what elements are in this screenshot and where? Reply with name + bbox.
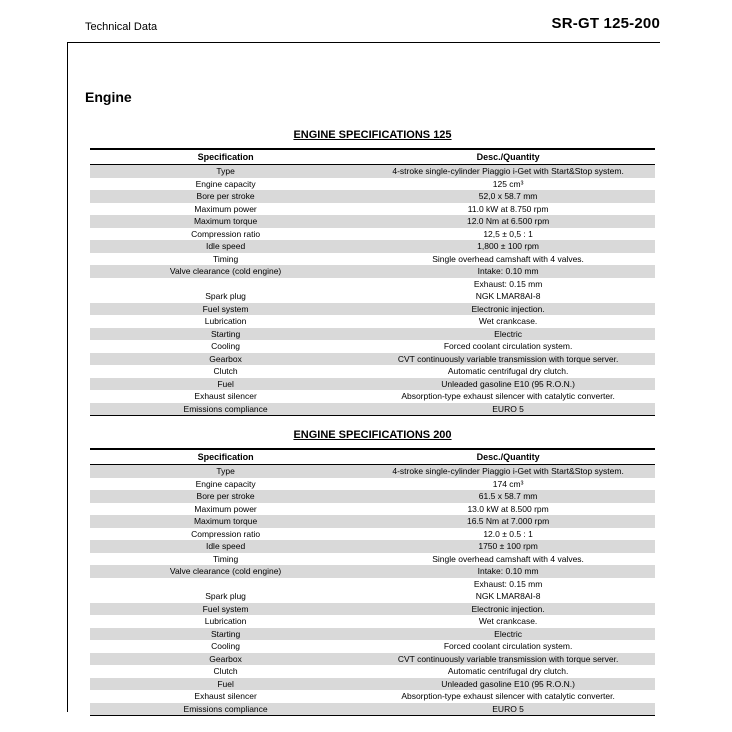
table-row — [90, 465, 655, 478]
desc-cell: NGK LMAR8AI-8 — [475, 291, 541, 302]
spec-cell: Spark plug — [205, 591, 246, 602]
table-row — [90, 403, 655, 416]
spec-cell: Lubrication — [204, 316, 247, 327]
spec-cell: Engine capacity — [195, 478, 256, 489]
desc-cell: Unleaded gasoline E10 (95 R.O.N.) — [361, 378, 655, 391]
spec-cell: Emissions compliance — [90, 403, 361, 416]
table-row — [90, 528, 655, 541]
table-row — [90, 353, 655, 366]
spec-cell: Exhaust silencer — [194, 691, 257, 702]
table-row — [90, 290, 655, 303]
spec-cell: Maximum torque — [90, 515, 361, 528]
spec-cell: Gearbox — [90, 353, 361, 366]
table-row — [90, 553, 655, 566]
spec-cell: Valve clearance (cold engine) — [90, 565, 361, 578]
table-row — [90, 278, 655, 291]
spec-cell: Valve clearance (cold engine) — [90, 265, 361, 278]
desc-cell: Electronic injection. — [361, 303, 655, 316]
spec-cell: Compression ratio — [191, 528, 261, 539]
spec-cell — [90, 278, 361, 291]
spec-cell: Engine capacity — [195, 178, 256, 189]
desc-cell: 1750 ± 100 rpm — [361, 540, 655, 553]
spec-cell: Starting — [90, 328, 361, 341]
table-row — [90, 615, 655, 628]
desc-cell: Exhaust: 0.15 mm — [473, 278, 543, 289]
desc-cell: Absorption-type exhaust silencer with catalytic converter. — [401, 691, 615, 702]
desc-cell: Electric — [361, 328, 655, 341]
column-header-specification: Specification — [90, 149, 361, 165]
table-row — [90, 490, 655, 503]
desc-cell: Forced coolant circulation system. — [443, 641, 573, 652]
desc-cell: NGK LMAR8AI-8 — [475, 591, 541, 602]
table-title-200: ENGINE SPECIFICATIONS 200 — [293, 429, 452, 441]
desc-cell: EURO 5 — [361, 703, 655, 716]
desc-cell: CVT continuously variable transmission with torque server. — [361, 353, 655, 366]
desc-cell: Intake: 0.10 mm — [361, 265, 655, 278]
column-header-specification: Specification — [90, 449, 361, 465]
spec-cell: Spark plug — [205, 291, 246, 302]
table-row — [90, 165, 655, 178]
spec-cell: Idle speed — [90, 240, 361, 253]
engine-specs-200-table — [90, 448, 655, 716]
table-row — [90, 540, 655, 553]
spec-cell: Maximum torque — [90, 215, 361, 228]
column-header-desc-quantity: Desc./Quantity — [361, 149, 655, 165]
table-row — [90, 215, 655, 228]
spec-cell: Idle speed — [90, 540, 361, 553]
table-row — [90, 503, 655, 516]
table-row — [90, 703, 655, 716]
table-title-125: ENGINE SPECIFICATIONS 125 — [293, 129, 452, 141]
desc-cell: Automatic centrifugal dry clutch. — [447, 666, 569, 677]
spec-cell: Gearbox — [90, 653, 361, 666]
table-row — [90, 303, 655, 316]
desc-cell: Single overhead camshaft with 4 valves. — [432, 553, 584, 564]
section-heading: Engine — [85, 89, 132, 105]
page-header-model: SR-GT 125-200 — [551, 15, 660, 32]
spec-cell: Fuel — [90, 678, 361, 691]
table-row — [90, 265, 655, 278]
spec-cell: Maximum power — [194, 203, 257, 214]
left-margin-rule — [67, 42, 68, 712]
table-row — [90, 628, 655, 641]
table-row — [90, 240, 655, 253]
table-row — [90, 653, 655, 666]
desc-cell: Exhaust: 0.15 mm — [473, 578, 543, 589]
table-row — [90, 190, 655, 203]
table-row — [90, 203, 655, 216]
desc-cell: EURO 5 — [361, 403, 655, 416]
desc-cell: 125 cm³ — [492, 178, 524, 189]
desc-cell: 12,5 ± 0,5 : 1 — [483, 228, 533, 239]
table-row — [90, 478, 655, 491]
header-rule — [67, 42, 660, 43]
desc-cell: 13.0 kW at 8.500 rpm — [467, 503, 549, 514]
desc-cell: Intake: 0.10 mm — [361, 565, 655, 578]
spec-cell: Clutch — [213, 666, 238, 677]
spec-cell: Type — [90, 465, 361, 478]
table-row — [90, 590, 655, 603]
table-row — [90, 678, 655, 691]
spec-cell: Cooling — [211, 641, 240, 652]
spec-cell: Cooling — [211, 341, 240, 352]
table-row — [90, 390, 655, 403]
table-body — [90, 165, 655, 416]
spec-cell — [90, 578, 361, 591]
table-row — [90, 515, 655, 528]
desc-cell: Absorption-type exhaust silencer with catalytic converter. — [401, 391, 615, 402]
desc-cell: 12.0 ± 0.5 : 1 — [483, 528, 533, 539]
desc-cell: 174 cm³ — [492, 478, 524, 489]
spec-cell: Timing — [212, 253, 239, 264]
table-row — [90, 178, 655, 191]
page-header-left: Technical Data — [85, 21, 158, 33]
desc-cell: Unleaded gasoline E10 (95 R.O.N.) — [361, 678, 655, 691]
desc-cell: Wet crankcase. — [478, 316, 538, 327]
table-header-row — [90, 149, 655, 165]
table-row — [90, 253, 655, 266]
desc-cell: 11.0 kW at 8.750 rpm — [467, 203, 549, 214]
column-header-desc-quantity: Desc./Quantity — [361, 449, 655, 465]
desc-cell: Forced coolant circulation system. — [443, 341, 573, 352]
desc-cell: 12.0 Nm at 6.500 rpm — [361, 215, 655, 228]
table-row — [90, 378, 655, 391]
spec-cell: Starting — [90, 628, 361, 641]
table-row — [90, 228, 655, 241]
table-row — [90, 328, 655, 341]
table-row — [90, 690, 655, 703]
table-row — [90, 665, 655, 678]
table-row — [90, 603, 655, 616]
spec-cell: Fuel — [90, 378, 361, 391]
spec-cell: Fuel system — [90, 303, 361, 316]
table-row — [90, 640, 655, 653]
desc-cell: Electric — [361, 628, 655, 641]
spec-cell: Exhaust silencer — [194, 391, 257, 402]
spec-cell: Clutch — [213, 366, 238, 377]
desc-cell: Automatic centrifugal dry clutch. — [447, 366, 569, 377]
table-row — [90, 565, 655, 578]
engine-specs-125-table — [90, 148, 655, 416]
spec-cell: Maximum power — [194, 503, 257, 514]
table-row — [90, 365, 655, 378]
spec-cell: Bore per stroke — [90, 490, 361, 503]
desc-cell: 1,800 ± 100 rpm — [361, 240, 655, 253]
spec-cell: Compression ratio — [191, 228, 261, 239]
table-row — [90, 578, 655, 591]
table-body — [90, 465, 655, 716]
desc-cell: 4-stroke single-cylinder Piaggio i-Get with Start&Stop system. — [361, 165, 655, 178]
spec-cell: Fuel system — [90, 603, 361, 616]
spec-cell: Emissions compliance — [90, 703, 361, 716]
desc-cell: Single overhead camshaft with 4 valves. — [432, 253, 584, 264]
desc-cell: 52,0 x 58.7 mm — [361, 190, 655, 203]
desc-cell: CVT continuously variable transmission with torque server. — [361, 653, 655, 666]
desc-cell: 4-stroke single-cylinder Piaggio i-Get with Start&Stop system. — [361, 465, 655, 478]
table-row — [90, 340, 655, 353]
spec-cell: Timing — [212, 553, 239, 564]
tables-area — [90, 129, 655, 716]
desc-cell: Electronic injection. — [361, 603, 655, 616]
desc-cell: 16.5 Nm at 7.000 rpm — [361, 515, 655, 528]
desc-cell: 61.5 x 58.7 mm — [361, 490, 655, 503]
table-header-row — [90, 449, 655, 465]
table-row — [90, 315, 655, 328]
desc-cell: Wet crankcase. — [478, 616, 538, 627]
spec-cell: Bore per stroke — [90, 190, 361, 203]
spec-cell: Type — [90, 165, 361, 178]
spec-cell: Lubrication — [204, 616, 247, 627]
